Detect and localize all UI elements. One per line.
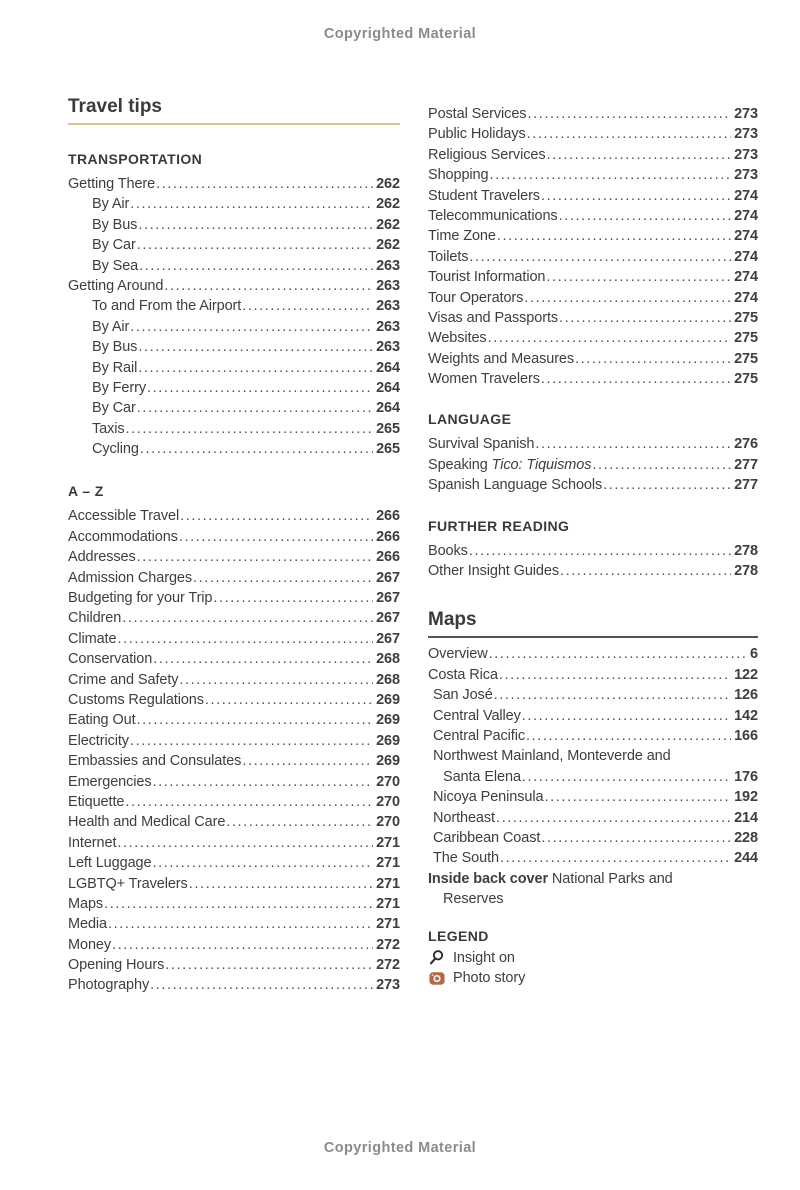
page-number: 6: [750, 646, 758, 663]
dot-leader: [189, 874, 373, 894]
toc-entry: [428, 104, 758, 124]
toc-entry-label: To and From the Airport: [92, 298, 242, 315]
legend-item-photo-story: [428, 968, 758, 988]
toc-entry: [428, 685, 758, 705]
dot-leader: [147, 378, 373, 398]
toc-entry: [428, 247, 758, 267]
toc-entry-label: Overview: [428, 646, 488, 663]
page-number: 268: [376, 651, 400, 668]
dot-leader: [153, 649, 373, 669]
right-toc-sections: [428, 104, 758, 581]
dot-leader: [242, 296, 373, 316]
toc-entry: [68, 731, 400, 751]
toc-entry-label: Etiquette: [68, 793, 125, 810]
toc-entry-label: Caribbean Coast: [433, 829, 541, 846]
page-number: 192: [734, 789, 758, 806]
toc-entry: [428, 869, 758, 889]
dot-leader: [541, 369, 731, 389]
toc-entry: [68, 853, 400, 873]
dot-leader: [559, 308, 731, 328]
toc-entry: [68, 792, 400, 812]
copyright-notice-bottom: Copyrighted Material: [323, 1140, 477, 1156]
toc-entry: [68, 235, 400, 255]
dot-leader: [546, 145, 731, 165]
page-number: 266: [376, 508, 400, 525]
toc-entry: [68, 874, 400, 894]
page-number: 267: [376, 569, 400, 586]
page-number: 267: [376, 590, 400, 607]
toc-entry-label: Costa Rica: [428, 666, 498, 683]
page-number: 271: [376, 875, 400, 892]
page-number: 262: [376, 216, 400, 233]
page-number: 267: [376, 610, 400, 627]
dot-leader: [469, 247, 731, 267]
toc-entry: [428, 288, 758, 308]
page-number: 266: [376, 528, 400, 545]
toc-entry: [68, 194, 400, 214]
dot-leader: [527, 104, 731, 124]
page-number: 244: [734, 850, 758, 867]
toc-entry-label: Toilets: [428, 248, 469, 265]
toc-entry-label: By Bus: [92, 216, 138, 233]
toc-entry-label-bold: Inside back cover: [428, 870, 548, 887]
right-column: [428, 104, 758, 988]
page-number: 266: [376, 549, 400, 566]
dot-leader: [541, 828, 731, 848]
toc-entry-label: Women Travelers: [428, 371, 540, 388]
page-number: 273: [734, 146, 758, 163]
toc-entry-label: By Sea: [92, 257, 139, 274]
page-number: 278: [734, 563, 758, 580]
dot-leader: [117, 629, 373, 649]
maps-toc-entries: [428, 644, 758, 909]
dot-leader: [138, 337, 373, 357]
dot-leader: [524, 288, 731, 308]
dot-leader: [488, 328, 732, 348]
toc-entry: [428, 746, 758, 766]
toc-entry: [68, 419, 400, 439]
toc-entry-label: Conservation: [68, 651, 153, 668]
page-title-travel-tips: Travel tips: [68, 96, 400, 125]
section-title-maps: Maps: [428, 609, 758, 638]
toc-entry-label: The South: [433, 850, 500, 867]
dot-leader: [559, 206, 732, 226]
toc-entry: [428, 328, 758, 348]
dot-leader: [522, 706, 731, 726]
toc-entry-label: Taxis: [92, 420, 125, 437]
dot-leader: [108, 914, 373, 934]
toc-entry-label: Embassies and Consulates: [68, 753, 242, 770]
left-toc-sections: [68, 149, 400, 996]
toc-entry-label: Student Travelers: [428, 187, 540, 204]
toc-entry-label: By Car: [92, 400, 136, 417]
dot-leader: [138, 215, 373, 235]
toc-entry-label: Left Luggage: [68, 855, 152, 872]
page-number: 272: [376, 957, 400, 974]
toc-entry-label: Weights and Measures: [428, 350, 575, 367]
toc-entry: [68, 629, 400, 649]
page-number: 263: [376, 277, 400, 294]
toc-entry: [428, 124, 758, 144]
page-number: 270: [376, 814, 400, 831]
dot-leader: [179, 527, 373, 547]
dot-leader: [156, 174, 373, 194]
page-number: 275: [734, 350, 758, 367]
legend-item-insight-on: [428, 948, 758, 968]
toc-entry: [68, 527, 400, 547]
page-number: 275: [734, 371, 758, 388]
toc-entry-label: San José: [433, 687, 493, 704]
toc-entry: [428, 541, 758, 561]
toc-entry: [428, 349, 758, 369]
dot-leader: [179, 670, 373, 690]
toc-entry-label: Tourist Information: [428, 269, 546, 286]
toc-entry-label: Inside back cover National Parks and: [428, 870, 673, 887]
page-number: 274: [734, 248, 758, 265]
dot-leader: [117, 833, 373, 853]
toc-entry: [68, 670, 400, 690]
page-number: 276: [734, 436, 758, 453]
dot-leader: [544, 787, 731, 807]
toc-entry-label: Tour Operators: [428, 289, 524, 306]
toc-entry: [428, 455, 758, 475]
toc-entry: [428, 808, 758, 828]
page-number: 274: [734, 269, 758, 286]
toc-entry-label: Spanish Language Schools: [428, 477, 603, 494]
toc-entry-label: Santa Elena: [443, 768, 521, 785]
page-number: 126: [734, 687, 758, 704]
dot-leader: [150, 975, 373, 995]
page-number: 265: [376, 441, 400, 458]
toc-entry: [68, 710, 400, 730]
dot-leader: [592, 455, 731, 475]
toc-entry: [68, 772, 400, 792]
page-number: 271: [376, 855, 400, 872]
toc-entry: [428, 434, 758, 454]
toc-entry: [68, 588, 400, 608]
toc-entry: [68, 547, 400, 567]
toc-entry: [428, 308, 758, 328]
toc-entry-label: Shopping: [428, 167, 489, 184]
toc-entry: [68, 256, 400, 276]
dot-leader: [130, 317, 373, 337]
dot-leader: [527, 124, 731, 144]
toc-entry-label: Accommodations: [68, 528, 178, 545]
toc-entry-label: Accessible Travel: [68, 508, 180, 525]
page-number: 278: [734, 542, 758, 559]
toc-entry-label: Addresses: [68, 549, 136, 566]
toc-entry-label: Media: [68, 916, 107, 933]
page-number: 142: [734, 707, 758, 724]
toc-entry: [428, 828, 758, 848]
page-number: 264: [376, 359, 400, 376]
toc-entry: [68, 751, 400, 771]
page-number: 122: [734, 666, 758, 683]
toc-entry-label: Getting There: [68, 176, 156, 192]
toc-entry: [68, 608, 400, 628]
toc-entry: [68, 276, 400, 296]
toc-entry-label: Customs Regulations: [68, 691, 204, 708]
dot-leader: [104, 894, 373, 914]
toc-entry: [68, 296, 400, 316]
toc-entry: [428, 206, 758, 226]
legend-item-label: Insight on: [453, 949, 515, 966]
page-number: 262: [376, 196, 400, 213]
toc-entry: [68, 955, 400, 975]
toc-entry-label: LGBTQ+ Travelers: [68, 875, 188, 892]
toc-entry-label: Health and Medical Care: [68, 814, 226, 831]
toc-entry: [428, 561, 758, 581]
toc-entry: [68, 398, 400, 418]
page-number: 176: [734, 768, 758, 785]
dot-leader: [603, 475, 731, 495]
toc-entry-label: Budgeting for your Trip: [68, 590, 213, 607]
toc-entry: [68, 215, 400, 235]
toc-entry-label: Speaking Tico: Tiquismos: [428, 456, 592, 473]
toc-entry: [68, 506, 400, 526]
page-number: 270: [376, 793, 400, 810]
page-number: 262: [376, 237, 400, 254]
dot-leader: [497, 226, 731, 246]
dot-leader: [112, 935, 373, 955]
dot-leader: [125, 792, 373, 812]
page-number: 274: [734, 289, 758, 306]
page-number: 274: [734, 187, 758, 204]
toc-entry: [428, 848, 758, 868]
toc-entry: [68, 378, 400, 398]
page-number: 271: [376, 916, 400, 933]
page-number: 228: [734, 829, 758, 846]
toc-entry-label: By Air: [92, 318, 130, 335]
dot-leader: [193, 568, 373, 588]
toc-entry: [68, 914, 400, 934]
page-number: 265: [376, 420, 400, 437]
toc-entry: [68, 935, 400, 955]
dot-leader: [140, 439, 373, 459]
toc-entry: [68, 317, 400, 337]
toc-entry-label: Emergencies: [68, 773, 152, 790]
magnifier-icon: [428, 949, 445, 966]
page-number: 269: [376, 712, 400, 729]
section-header: A – Z: [68, 483, 104, 500]
page-number: 263: [376, 298, 400, 315]
dot-leader: [522, 767, 731, 787]
page-number: 267: [376, 630, 400, 647]
section-header: TRANSPORTATION: [68, 151, 203, 167]
section-header: FURTHER READING: [428, 517, 570, 534]
dot-leader: [546, 267, 731, 287]
page-number: 272: [376, 936, 400, 953]
page-number: 263: [376, 257, 400, 274]
toc-entry-label: Internet: [68, 834, 117, 851]
left-column: [68, 96, 400, 996]
dot-leader: [164, 276, 373, 296]
toc-entry-label: Northeast: [433, 809, 495, 826]
toc-entry-label: Public Holidays: [428, 126, 526, 143]
toc-entry: [428, 475, 758, 495]
toc-entry-label: Cycling: [92, 441, 139, 458]
toc-entry: [428, 706, 758, 726]
dot-leader: [500, 848, 731, 868]
page-number: 273: [376, 977, 400, 994]
page-number: 274: [734, 228, 758, 245]
dot-leader: [213, 588, 373, 608]
toc-entry-label: Nicoya Peninsula: [433, 789, 544, 806]
dot-leader: [152, 853, 373, 873]
toc-entry-label: By Ferry: [92, 379, 146, 396]
toc-entry-label: Electricity: [68, 732, 129, 749]
page-number: 268: [376, 671, 400, 688]
dot-leader: [137, 235, 373, 255]
page-number: 277: [734, 456, 758, 473]
legend-item-label: Photo story: [453, 969, 526, 986]
toc-entry-label: Telecommunications: [428, 207, 558, 224]
dot-leader: [535, 434, 731, 454]
dot-leader: [499, 665, 731, 685]
toc-entry: [428, 165, 758, 185]
dot-leader: [496, 808, 731, 828]
toc-entry-label: Central Pacific: [433, 727, 525, 744]
toc-entry: [68, 812, 400, 832]
dot-leader: [541, 186, 731, 206]
page-number: 262: [376, 176, 400, 192]
toc-entry: [428, 665, 758, 685]
toc-entry: [68, 975, 400, 995]
toc-entry: [428, 767, 758, 787]
toc-entry-label: By Car: [92, 237, 136, 254]
section-header: LANGUAGE: [428, 411, 512, 428]
page-number: 264: [376, 379, 400, 396]
toc-entry-label: Other Insight Guides: [428, 563, 559, 580]
dot-leader: [489, 644, 747, 664]
dot-leader: [126, 419, 374, 439]
dot-leader: [242, 751, 373, 771]
toc-entry: [428, 186, 758, 206]
toc-entry: [68, 174, 400, 194]
toc-entry: [428, 369, 758, 389]
toc-entry-label: Visas and Passports: [428, 309, 559, 326]
dot-leader: [130, 194, 373, 214]
copyright-notice-top: Copyrighted Material: [323, 26, 477, 42]
toc-entry: [68, 439, 400, 459]
toc-entry-label: Books: [428, 542, 468, 559]
dot-leader: [489, 165, 731, 185]
toc-entry-label: Eating Out: [68, 712, 136, 729]
toc-entry-label: Survival Spanish: [428, 436, 535, 453]
toc-entry: [68, 833, 400, 853]
toc-entry-label: Religious Services: [428, 146, 546, 163]
toc-entry-label: By Bus: [92, 339, 138, 356]
page-number: 273: [734, 106, 758, 122]
dot-leader: [122, 608, 373, 628]
toc-entry: [68, 690, 400, 710]
dot-leader: [205, 690, 373, 710]
toc-entry-label: Photography: [68, 977, 150, 994]
toc-entry: [428, 145, 758, 165]
dot-leader: [137, 398, 373, 418]
dot-leader: [137, 710, 374, 730]
dot-leader: [139, 256, 373, 276]
dot-leader: [469, 541, 731, 561]
dot-leader: [180, 506, 373, 526]
page-number: 269: [376, 753, 400, 770]
toc-entry-label: Reserves: [443, 891, 504, 908]
page-number: 214: [734, 809, 758, 826]
page-number: 166: [734, 727, 758, 744]
toc-entry-label: Opening Hours: [68, 957, 165, 974]
page-number: 273: [734, 167, 758, 184]
toc-entry: [68, 337, 400, 357]
toc-entry: [68, 568, 400, 588]
toc-entry-label: Northwest Mainland, Monteverde and: [433, 748, 671, 765]
toc-entry: [68, 649, 400, 669]
page-number: 273: [734, 126, 758, 143]
dot-leader: [560, 561, 731, 581]
dot-leader: [137, 547, 373, 567]
page-number: 269: [376, 732, 400, 749]
toc-entry-label: By Air: [92, 196, 130, 213]
page-number: 271: [376, 834, 400, 851]
page-number: 274: [734, 207, 758, 224]
dot-leader: [138, 358, 373, 378]
toc-entry-label: Children: [68, 610, 122, 627]
toc-entry: [428, 267, 758, 287]
toc-entry: [428, 726, 758, 746]
toc-entry-label: Crime and Safety: [68, 671, 179, 688]
page-number: 264: [376, 400, 400, 417]
toc-entry-label: Maps: [68, 895, 104, 912]
page-number: 263: [376, 318, 400, 335]
dot-leader: [130, 731, 373, 751]
toc-entry-label: Money: [68, 936, 112, 953]
toc-entry-label-italic: Tico: Tiquismos: [491, 456, 592, 473]
page-number: 275: [734, 309, 758, 326]
dot-leader: [526, 726, 731, 746]
dot-leader: [226, 812, 373, 832]
toc-entry: [68, 894, 400, 914]
page-number: 275: [734, 330, 758, 347]
toc-entry-label: Time Zone: [428, 228, 496, 245]
dot-leader: [165, 955, 373, 975]
toc-entry: [428, 889, 758, 909]
page-number: 263: [376, 339, 400, 356]
toc-entry: [428, 644, 758, 664]
dot-leader: [494, 685, 731, 705]
section-header-legend: LEGEND: [428, 927, 489, 944]
page-number: 277: [734, 477, 758, 494]
camera-icon: [428, 970, 445, 987]
page-number: 269: [376, 691, 400, 708]
dot-leader: [153, 772, 374, 792]
toc-entry: [68, 358, 400, 378]
page-number: 270: [376, 773, 400, 790]
toc-entry-label: Admission Charges: [68, 569, 193, 586]
toc-entry-label: Climate: [68, 630, 117, 647]
toc-entry: [428, 787, 758, 807]
toc-entry-label: Getting Around: [68, 277, 164, 294]
dot-leader: [575, 349, 731, 369]
toc-entry-label: By Rail: [92, 359, 138, 376]
toc-entry-label: Central Valley: [433, 707, 521, 724]
toc-entry-label: Postal Services: [428, 106, 527, 122]
toc-entry: [428, 226, 758, 246]
toc-entry-label: Websites: [428, 330, 487, 347]
page-number: 271: [376, 895, 400, 912]
